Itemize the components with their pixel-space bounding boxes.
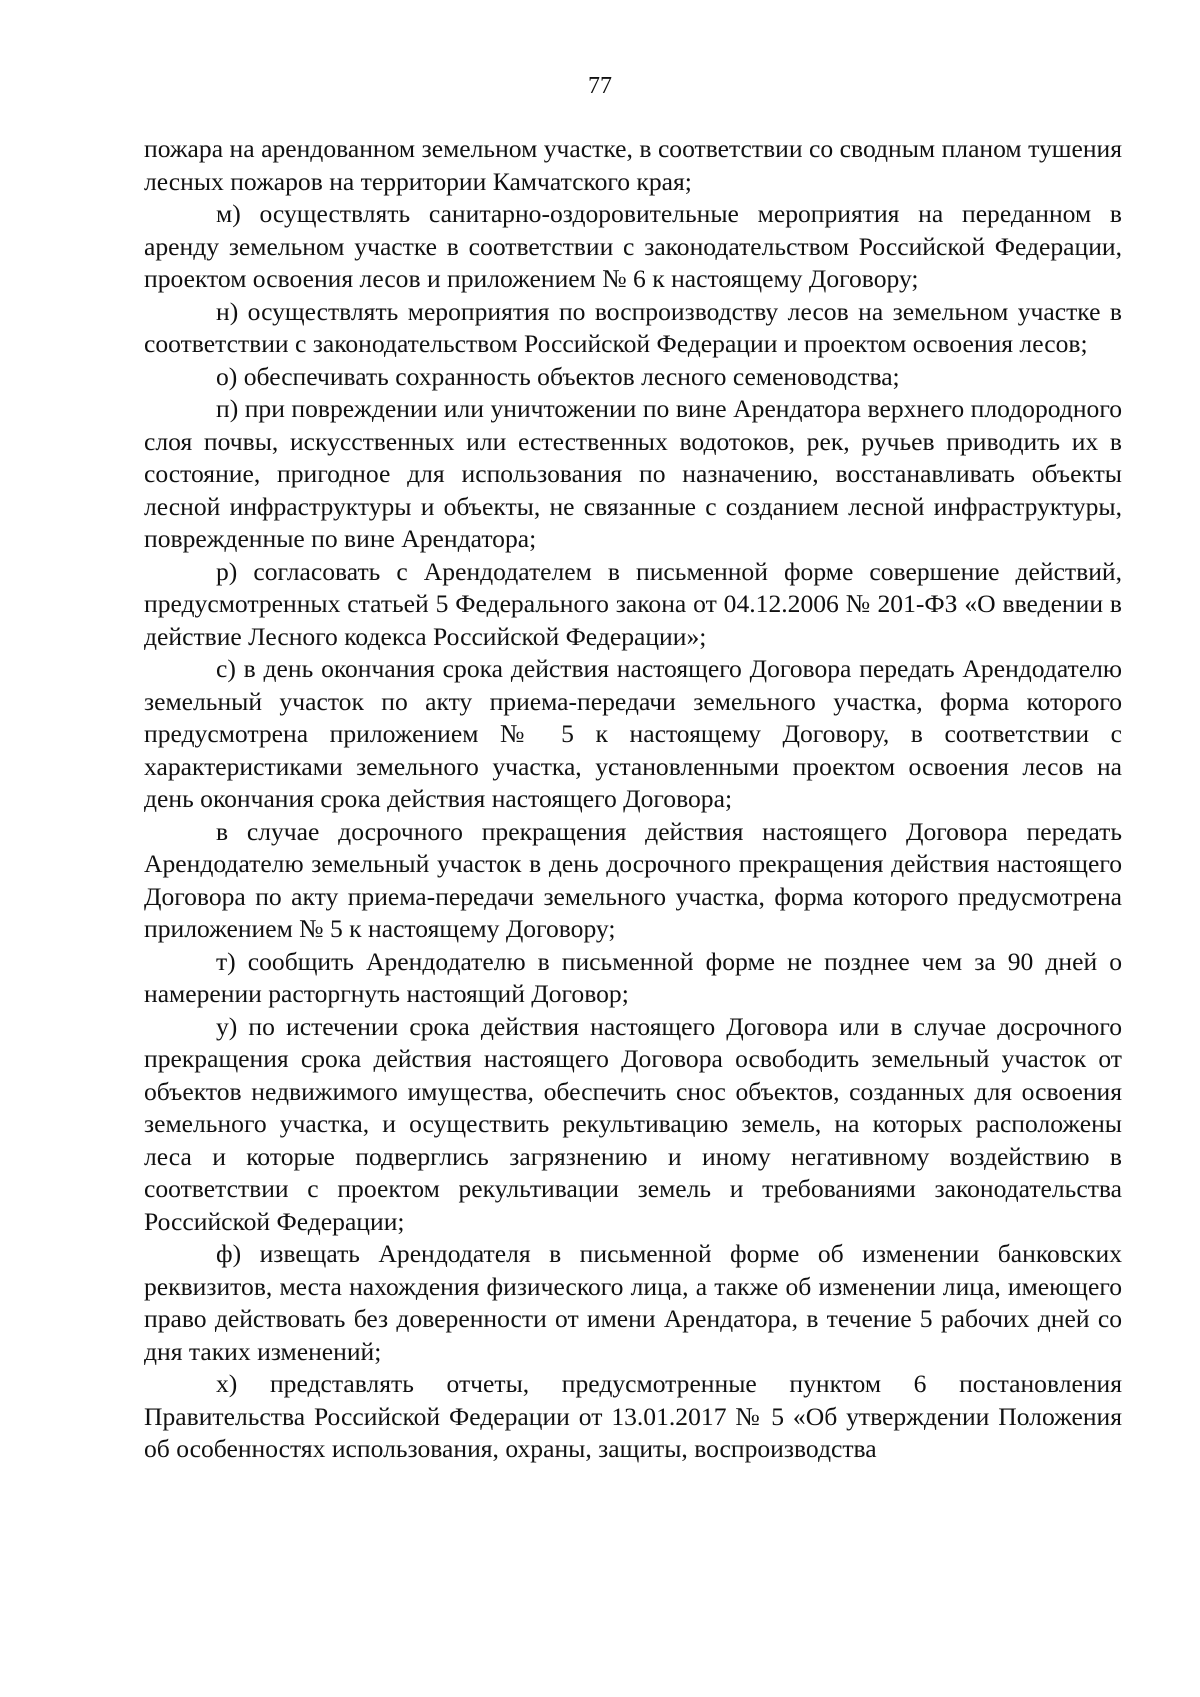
paragraph-item-u: у) по истечении срока действия настоящего Договора или в случае досрочного прекращения срока действия настоящего Договора освободить земельный участок от объектов недвижимого имущества, обеспечить снос объектов, созданных для освоения земельного участка, и осуществить рекультивацию земель, на которых расположены леса и которые подверглись загрязнению и иному негативному воздействию в соответствии с проектом рекультивации земель и требованиями законодательства Российской Федерации;: [144, 1011, 1122, 1236]
paragraph-item-s: с) в день окончания срока действия настоящего Договора передать Арендодателю земельный участок по акту приема-передачи земельного участка, форма которого предусмотрена приложением № 5 к настоящему Договору, в соответствии с характеристиками земельного участка, установленными проектом освоения лесов на день окончания срока действия настоящего Договора;: [144, 654, 1122, 813]
document-body: [144, 133, 1122, 1466]
paragraph-item-m: м) осуществлять санитарно-оздоровительные мероприятия на переданном в аренду земельном участке в соответствии с законодательством Российской Федерации, проектом освоения лесов и приложением № 6 к настоящему Договору;: [144, 199, 1122, 293]
paragraph-continuation: пожара на арендованном земельном участке, в соответствии со сводным планом тушения лесных пожаров на территории Камчатского края;: [144, 134, 1122, 196]
paragraph-item-t: т) сообщить Арендодателю в письменной форме не позднее чем за 90 дней о намерении расторгнуть настоящий Договор;: [144, 946, 1122, 1008]
page-number: 77: [588, 73, 612, 99]
paragraph-item-p: п) при повреждении или уничтожении по вине Арендатора верхнего плодородного слоя почвы, искусственных или естественных водотоков, рек, ручьев приводить их в состояние, пригодное для использования по назначению, восстанавливать объекты лесной инфраструктуры и объекты, не связанные с созданием лесной инфраструктуры, поврежденные по вине Арендатора;: [144, 394, 1122, 553]
paragraph-item-s-early-termination: в случае досрочного прекращения действия настоящего Договора передать Арендодателю земельный участок в день досрочного прекращения действия настоящего Договора по акту приема-передачи земельного участка, форма которого предусмотрена приложением № 5 к настоящему Договору;: [144, 816, 1122, 943]
paragraph-item-n: н) осуществлять мероприятия по воспроизводству лесов на земельном участке в соответствии с законодательством Российской Федерации и проектом освоения лесов;: [144, 296, 1122, 358]
paragraph-item-r: р) согласовать с Арендодателем в письменной форме совершение действий, предусмотренных статьей 5 Федерального закона от 04.12.2006 № 201-ФЗ «О введении в действие Лесного кодекса Российской Федерации»;: [144, 556, 1122, 651]
paragraph-item-f: ф) извещать Арендодателя в письменной форме об изменении банковских реквизитов, места нахождения физического лица, а также об изменении лица, имеющего право действовать без доверенности от имени Арендатора, в течение 5 рабочих дней со дня таких изменений;: [144, 1239, 1122, 1366]
paragraph-item-o: о) обеспечивать сохранность объектов лесного семеноводства;: [216, 361, 900, 391]
paragraph-item-kh: х) представлять отчеты, предусмотренные пунктом 6 постановления Правительства Российской Федерации от 13.01.2017 № 5 «Об утверждении Положения об особенностях использования, охраны, защиты, воспроизводства: [144, 1369, 1122, 1463]
